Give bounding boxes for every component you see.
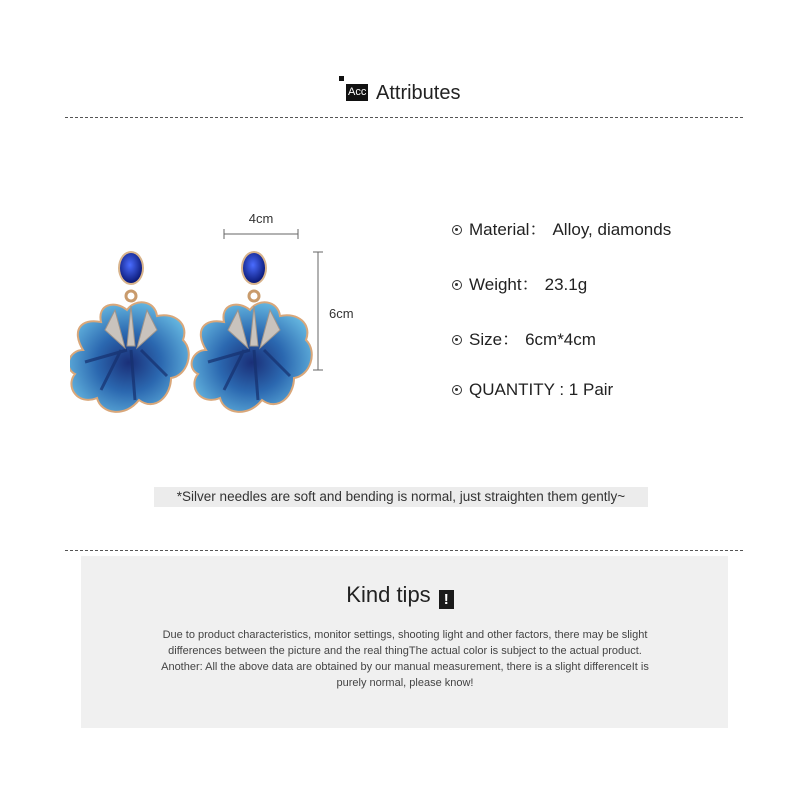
attr-label: Material： <box>469 220 547 239</box>
earring-left <box>70 251 189 412</box>
attr-label: QUANTITY : 1 Pair <box>469 380 614 399</box>
attr-label: Size： <box>469 330 520 349</box>
earring-right <box>192 251 312 412</box>
attr-label: Weight： <box>469 275 539 294</box>
tips-line: differences between the picture and the real thingThe actual color is subject to the actual product. <box>168 645 642 657</box>
attr-value: 23.1g <box>544 275 588 294</box>
attr-size <box>452 329 596 351</box>
attr-quantity <box>452 379 613 401</box>
bullet-icon <box>452 280 462 290</box>
divider-top <box>65 117 743 118</box>
width-label: 4cm <box>248 211 274 226</box>
tips-body <box>110 627 700 691</box>
height-dimension <box>313 252 354 370</box>
header-square-icon <box>339 76 344 81</box>
header-badge: Acc <box>346 84 368 101</box>
tips-line: Due to product characteristics, monitor settings, shooting light and other factors, there may be slight <box>162 629 648 641</box>
bullet-icon <box>452 385 462 395</box>
divider-bottom <box>65 550 743 551</box>
attr-weight <box>452 274 587 296</box>
section-title: Attributes <box>376 82 461 104</box>
attr-value: Alloy, diamonds <box>552 220 672 239</box>
warning-icon: ! <box>439 590 454 609</box>
tips-line: purely normal, please know! <box>336 677 474 689</box>
tips-title-text: Kind tips <box>346 582 431 607</box>
attr-value: 6cm*4cm <box>525 330 596 349</box>
height-label: 6cm <box>329 306 354 321</box>
width-dimension <box>224 211 298 239</box>
tips-title <box>0 582 800 609</box>
tips-line: Another: All the above data are obtained by our manual measurement, there is a slight differenceIt is <box>161 661 649 673</box>
care-note: *Silver needles are soft and bending is normal, just straighten them gently~ <box>154 487 648 507</box>
bullet-icon <box>452 335 462 345</box>
attr-material <box>452 219 671 241</box>
bullet-icon <box>452 225 462 235</box>
product-image <box>70 200 370 440</box>
